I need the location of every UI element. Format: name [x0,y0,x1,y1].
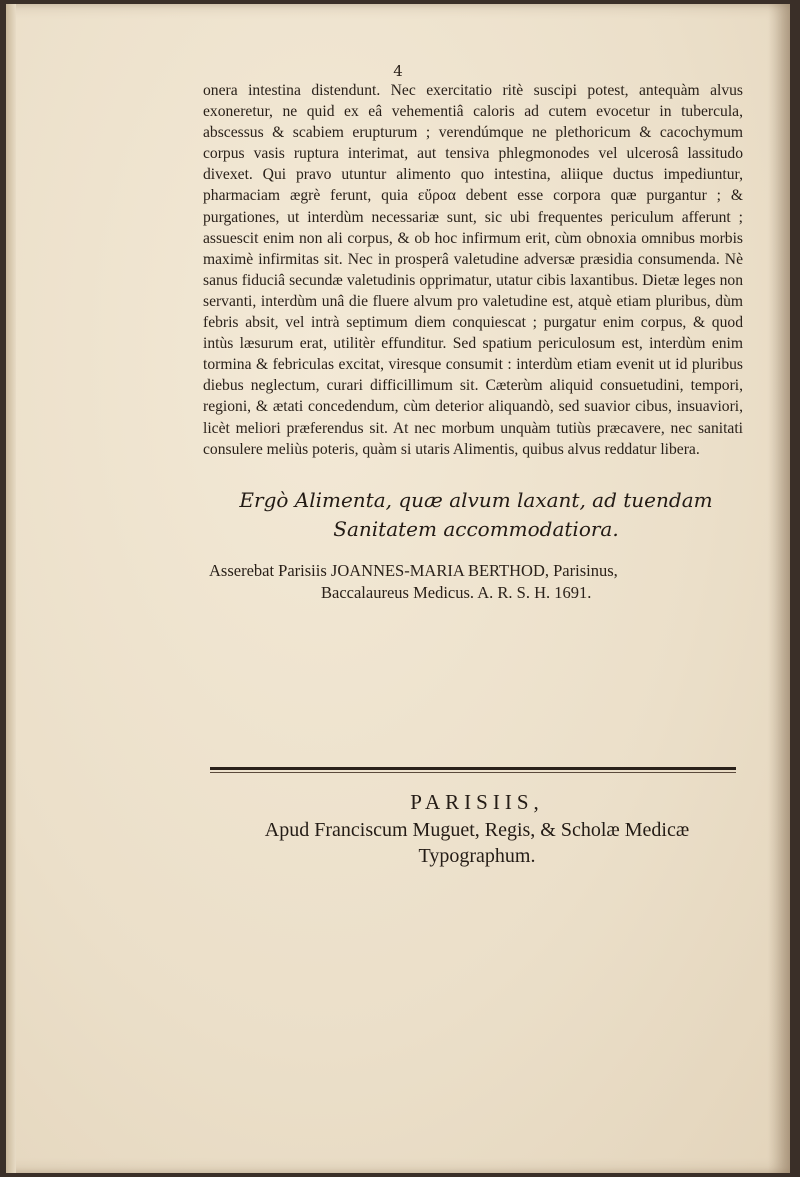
page-fold [6,4,16,1173]
imprint-line-2: Typographum. [418,845,536,867]
page-number: 4 [393,62,403,80]
thesis-assertion [209,560,761,604]
body-paragraph: onera intestina distendunt. Nec exercitatio ritè suscipi potest, antequàm alvus exoneretur, ne quid ex eâ vehementiâ caloris ad cutem evocetur in tubercula, abscessus & scabiem erupturum ; verendúmque ne plethoricum & cacochymum corpus vasis ruptura interimat, aut tensiva phlegmonodes vel ulcerosâ lassitudo divexet. Qui pravo utuntur alimento quo intestina, aliique ductus impediuntur, pharmaciam ægrè ferunt, quia εὔροα debent esse corpora quæ purgantur ; & purgationes, ut interdùm necessariæ sunt, sic ubi frequentes periculum afferunt ; assuescit enim non ali corpus, & ob hoc infirmum erit, cùm obnoxia omnibus morbis maximè infirmitas sit. Nec in prosperâ valetudine adversæ præsidia consumenda. Nè sanus fiduciâ secundæ valetudinis opprimatur, utatur cibis laxantibus. Dietæ leges non servanti, interdùm unâ die fluere alvum pro valetudine est, atquè etiam pluribus, dùm febris absit, vel intrà septimum diem conquiescat ; purgatur enim corpus, & quod intùs læsurum erat, utilitèr effunditur. Sed spatium periculosum est, interdùm enim tormina & febriculas excitat, viresque consumit : interdùm etiam evenit ut id pluribus diebus neglectum, curari difficillimum sit. Cæterùm aliquid consuetudini, tempori, regioni, & ætati concedendum, cùm deterior aliquandò, sed suavior cibus, insuaviori, licèt meliori præferendus sit. At nec morbum unquàm tutiùs præcavere, nec sanitati consulere meliùs poteris, quàm si utaris Alimentis, quibus alvus reddatur libera. [203,82,743,458]
book-page [6,4,790,1173]
imprint-city: PARISIIS, [410,790,544,814]
assertion-line-1: Asserebat Parisiis JOANNES-MARIA BERTHOD, Parisinus, [209,561,618,580]
page-edge-shadow [768,4,790,1173]
printer-imprint [202,787,752,869]
thesis-conclusion: Ergò Alimenta, quæ alvum laxant, ad tuendam Sanitatem accommodatiora. [239,488,713,541]
divider-rule-thin [210,772,736,773]
assertion-line-2: Baccalaureus Medicus. A. R. S. H. 1691. [321,583,592,602]
divider-rule [210,767,736,770]
imprint-line-1: Apud Franciscum Muguet, Regis, & Scholæ Medicæ [264,819,690,841]
